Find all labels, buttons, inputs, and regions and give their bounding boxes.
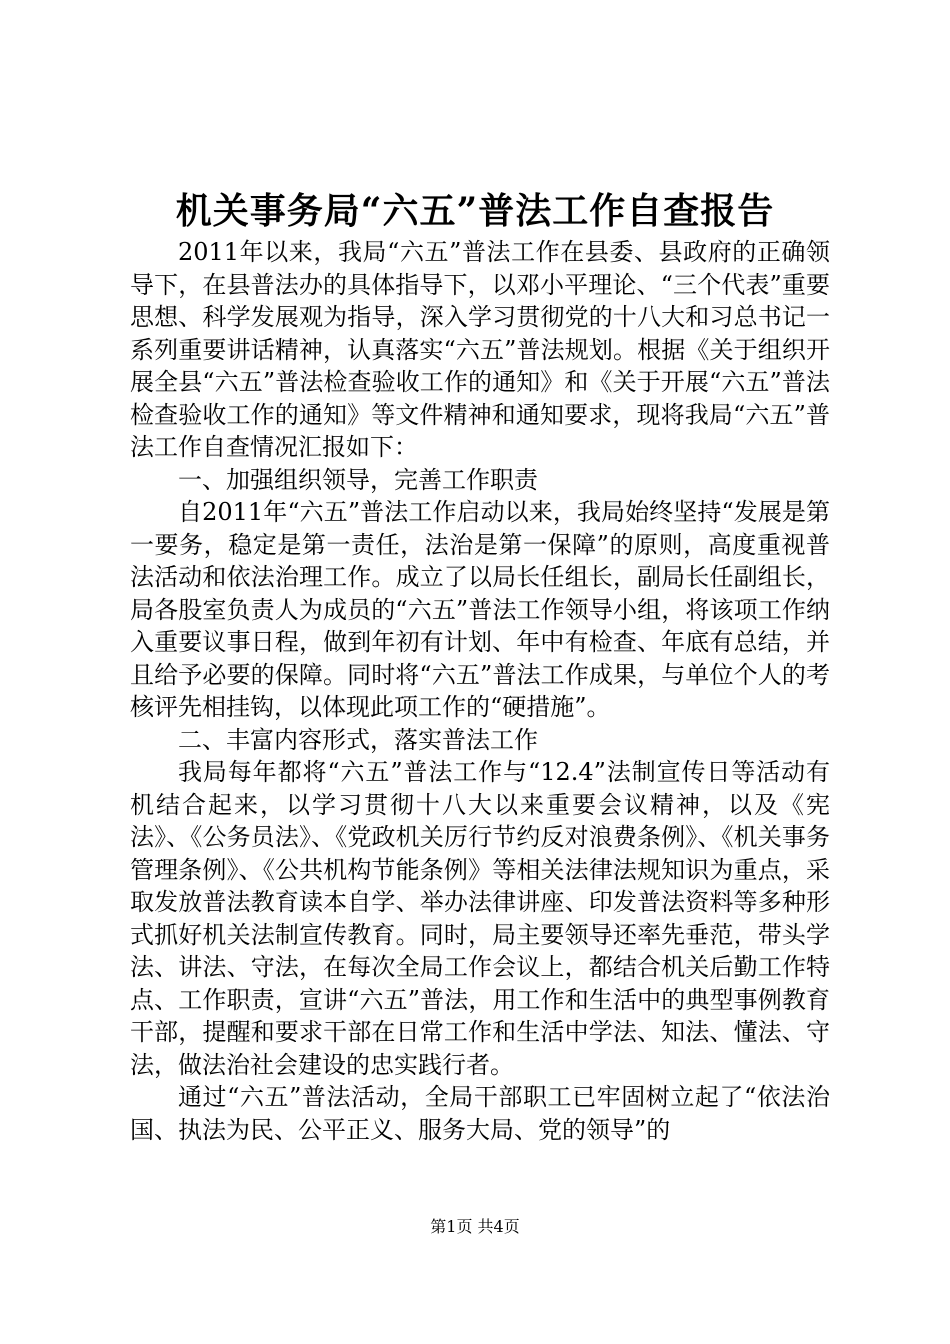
section-heading-2: 二、丰富内容形式，落实普法工作 — [178, 725, 538, 754]
result-paragraph: 通过“六五”普法活动，全局干部职工已牢固树立起了“依法治国、执法为民、公平正义、服务大局、党的领导”的 — [130, 1083, 830, 1144]
section-1-paragraph: 自2011年“六五”普法工作启动以来，我局始终坚持“发展是第一要务，稳定是第一责任，法治是第一保障”的原则，高度重视普法活动和依法治理工作。成立了以局长任组长，副局长任副组长，局各股室负责人为成员的“六五”普法工作领导小组，将该项工作纳入重要议事日程，做到年初有计划、年中有检查、年底有总结，并且给予必要的保障。同时将“六五”普法工作成果，与单位个人的考核评先相挂钩，以体现此项工作的“硬措施”。 — [130, 498, 830, 721]
document-body — [130, 236, 830, 1146]
page-footer: 第1页 共4页 — [430, 1217, 520, 1236]
document-title: 机关事务局“六五”普法工作自查报告 — [175, 190, 775, 232]
section-heading-1: 一、加强组织领导，完善工作职责 — [178, 465, 538, 494]
section-2-paragraph: 我局每年都将“六五”普法工作与“12.4”法制宣传日等活动有机结合起来，以学习贯彻十八大以来重要会议精神，以及《宪法》、《公务员法》、《党政机关厉行节约反对浪费条例》、《机关事务管理条例》、《公共机构节能条例》等相关法律法规知识为重点，采取发放普法教育读本自学、举办法律讲座、印发普法资料等多种形式抓好机关法制宣传教育。同时，局主要领导还率先垂范，带头学法、讲法、守法，在每次全局工作会议上，都结合机关后勤工作特点、工作职责，宣讲“六五”普法，用工作和生活中的典型事例教育干部，提醒和要求干部在日常工作和生活中学法、知法、懂法、守法，做法治社会建设的忠实践行者。 — [130, 758, 830, 1079]
intro-paragraph: 2011年以来，我局“六五”普法工作在县委、县政府的正确领导下，在县普法办的具体指导下，以邓小平理论、“三个代表”重要思想、科学发展观为指导，深入学习贯彻党的十八大和习总书记一系列重要讲话精神，认真落实“六五”普法规划。根据《关于组织开展全县“六五”普法检查验收工作的通知》和《关于开展“六五”普法检查验收工作的通知》等文件精神和通知要求，现将我局“六五”普法工作自查情况汇报如下： — [130, 238, 830, 461]
